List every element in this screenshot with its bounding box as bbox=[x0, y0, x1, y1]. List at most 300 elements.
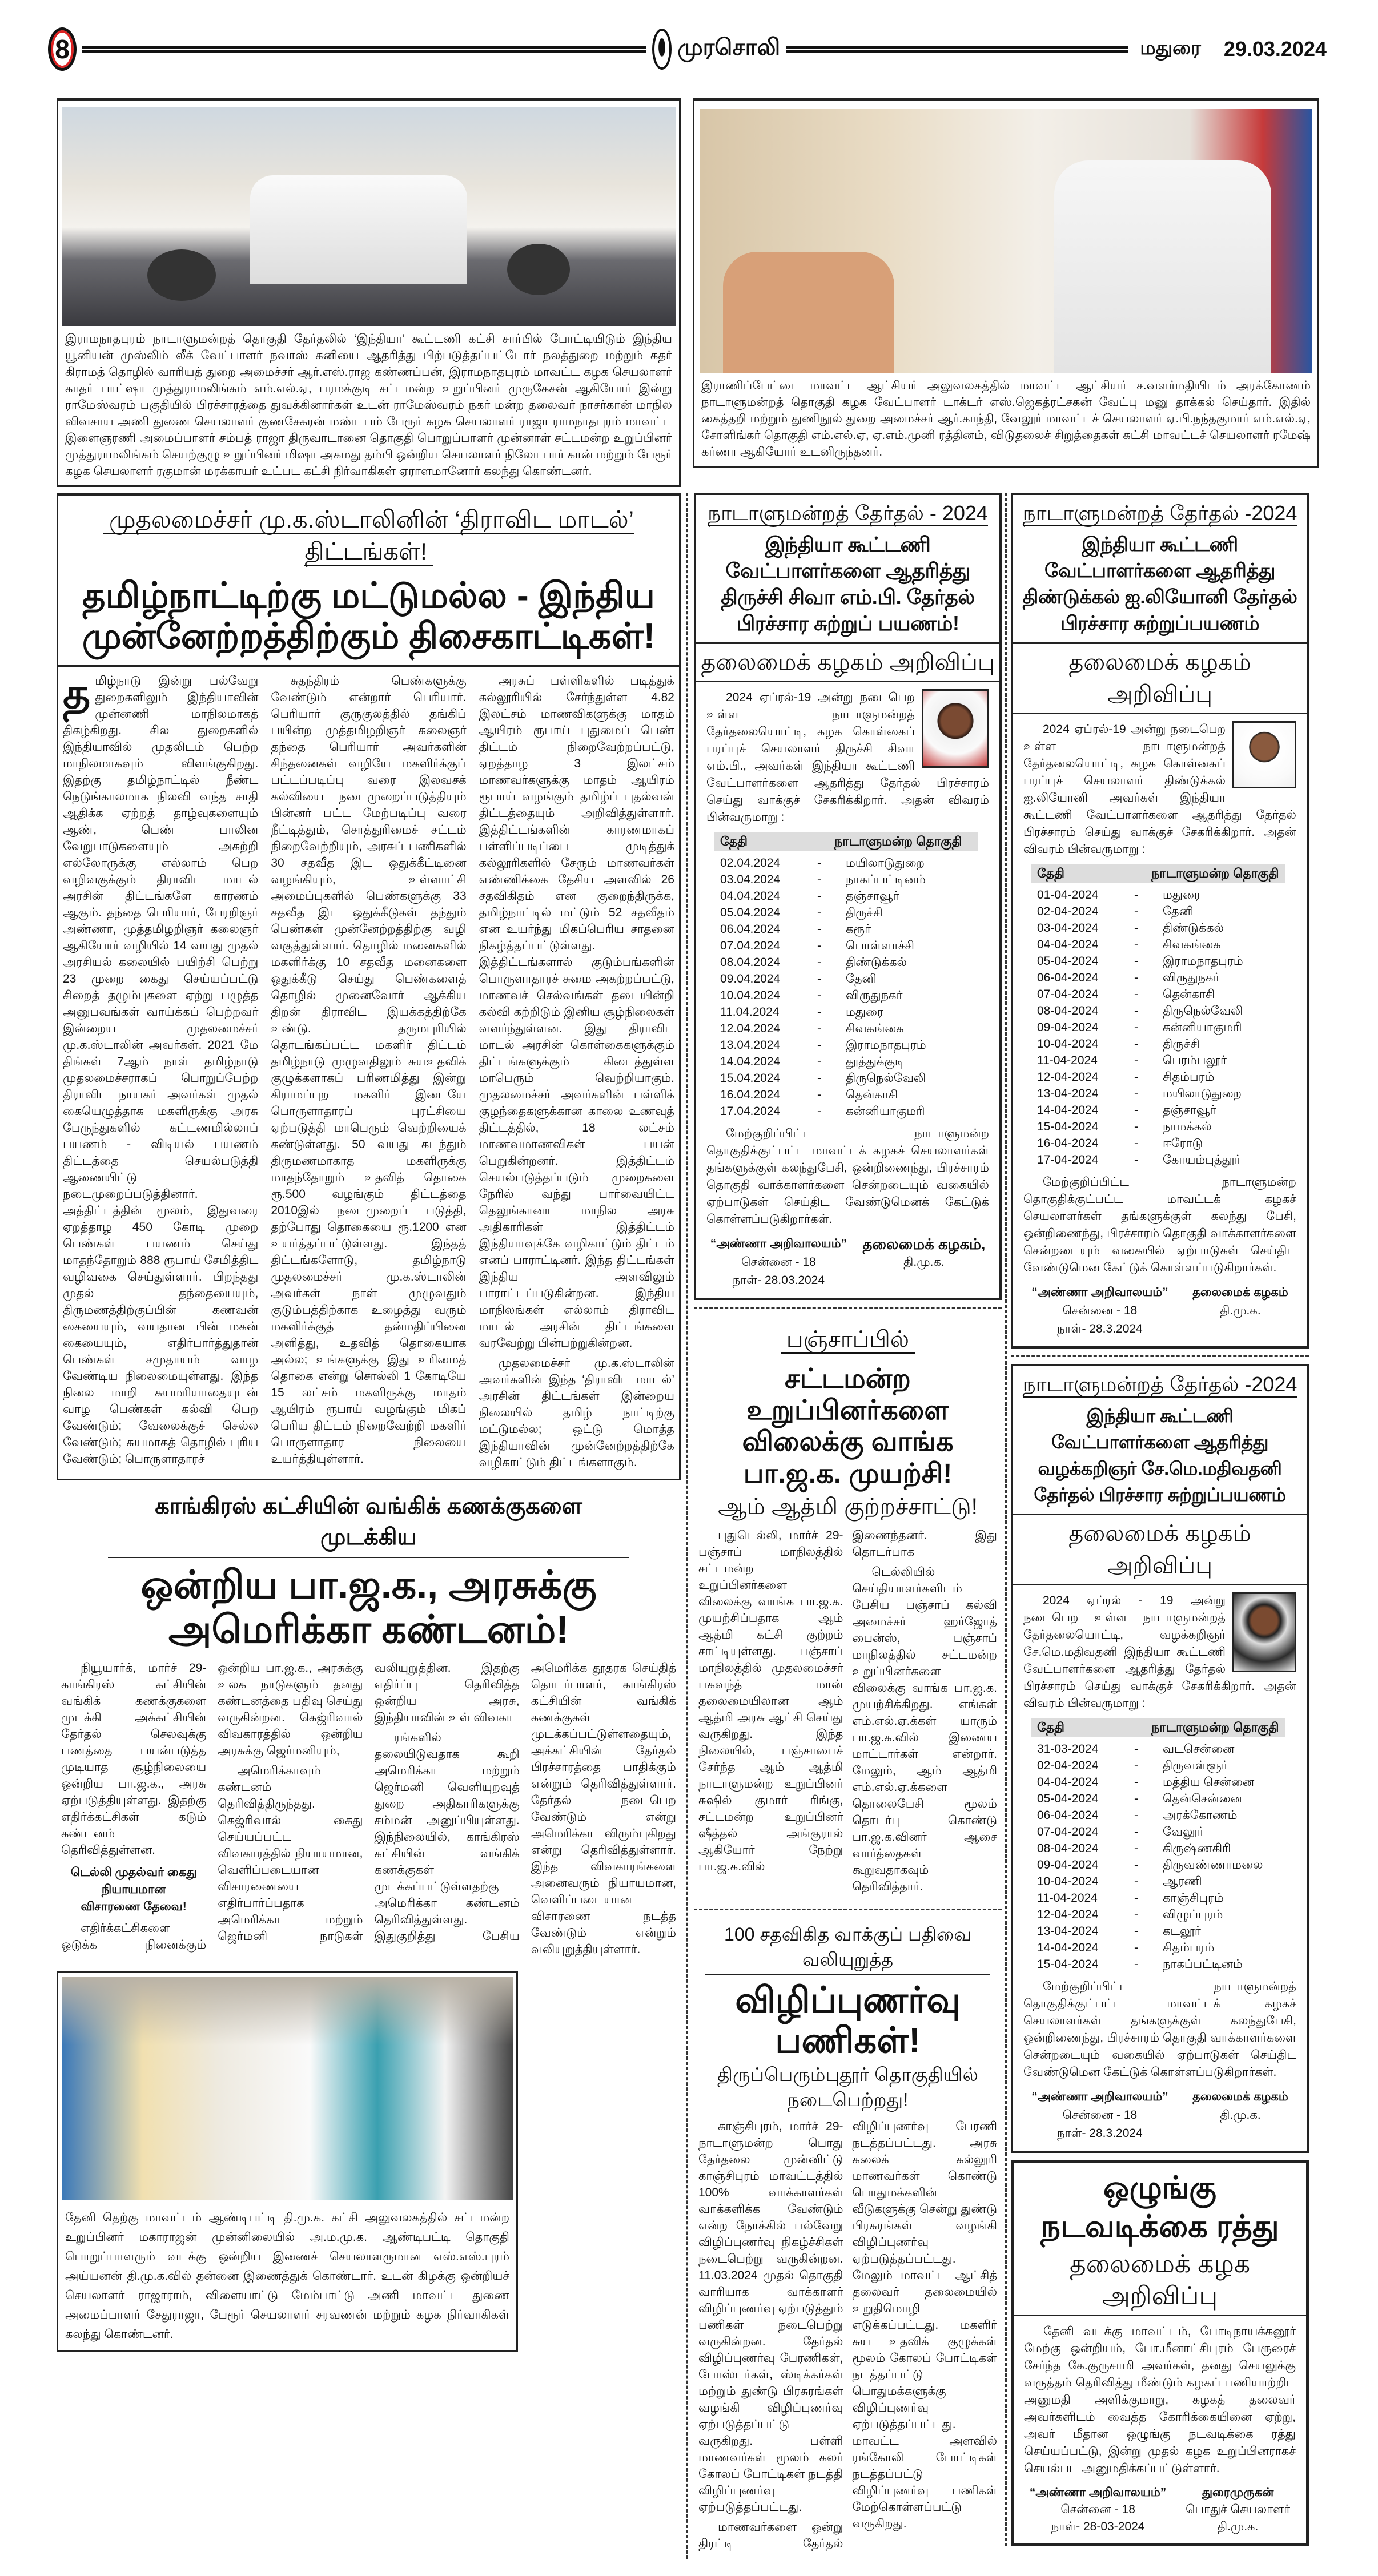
schedule-date: 08.04.2024 bbox=[720, 956, 781, 969]
footer-signatory bbox=[862, 1235, 985, 1271]
schedule-dash: - bbox=[817, 972, 821, 985]
schedule-row bbox=[1023, 1790, 1296, 1807]
announcement-body bbox=[1013, 1585, 1307, 2151]
schedule-constituency: திருவள்ளூர் bbox=[1163, 1759, 1228, 1772]
column-text: புதுடெல்லி, மார்ச் 29- பஞ்சாப் மாநிலத்தில் சட்டமன்ற உறுப்பினர்களை விலைக்கு வாங்க பா.ஜ.க. முயற்சிப்பதாக ஆம் ஆத்மி கட்சி குற்றம் சாட்டியுள்ளது. பஞ்சாப் மாநிலத்தில் முதலமைச்சர் பகவந்த் மான் தலைமையிலான ஆம் ஆத்மி அரசு ஆட்சி செய்து வருகிறது. இந்த நிலையில், பஞ்சாபைச் சேர்ந்த ஆம் ஆத்மி நாடாளுமன்ற உறுப்பினர் சுஷில் குமார் ரிங்கு, சட்டமன்ற உறுப்பினர் ஷீத்தல் அங்குரால் ஆகியோர் நேற்று பா.ஜ.க.வில் இணைந்தனர். இது தொடர்பாக bbox=[698, 1528, 997, 1873]
schedule-date: 15-04-2024 bbox=[1037, 1958, 1099, 1971]
schedule-dash: - bbox=[1134, 971, 1138, 984]
column-text: எதிர்க்கட்சிகளை ஒடுக்க நினைக்கும் ஒன்றிய பா.ஜ.க., அரசுக்கு உலக நாடுகளும் தனது கண்டனத்தை பதிவு செய்து வருகின்றன. கெஜ்ரிவால் விவகாரத்தில் ஒன்றிய அரசுக்கு ஜெர்மனியும், bbox=[61, 1661, 363, 1951]
article-kicker bbox=[108, 1487, 629, 1558]
schedule-constituency: கன்னியாகுமரி bbox=[846, 1105, 925, 1118]
article-columns bbox=[57, 1660, 681, 1965]
schedule-dash: - bbox=[817, 939, 821, 952]
right-column bbox=[1005, 493, 1309, 2546]
article-subhead: ஆம் ஆத்மி குற்றச்சாட்டு! bbox=[718, 1494, 978, 1519]
footer-city: சென்னை - 18 bbox=[1062, 1304, 1138, 1317]
schedule-constituency: விருதுநகர் bbox=[1163, 971, 1220, 984]
schedule-row bbox=[1023, 1923, 1296, 1939]
schedule-constituency: வடசென்னை bbox=[1163, 1742, 1235, 1756]
announcement-closing: மேற்குறிப்பிட்ட நாடாளுமன்ற தொகுதிக்குட்பட்ட மாவட்டக் கழகச் செயலாளர்கள் தங்களுக்குள் கலந்து பேசி, ஒன்றிணைந்து, பிரச்சாரம் தொகுதி வாக்காளர்களை சென்றடையும் வகையில் ஏற்பாடுகள் செய்திட வேண்டுமென கேட்டுக் கொள்ளப்படுகிறார்கள். bbox=[1023, 1176, 1296, 1274]
announcement-discipline-revoked bbox=[1011, 2160, 1309, 2546]
schedule-date: 09-04-2024 bbox=[1037, 1858, 1099, 1871]
date-column-header: தேதி bbox=[720, 834, 748, 848]
schedule-date: 05-04-2024 bbox=[1037, 955, 1099, 968]
schedule-dash: - bbox=[1134, 1875, 1138, 1888]
article-columns bbox=[694, 2112, 1002, 2559]
schedule-constituency: சிவகங்கை bbox=[1163, 938, 1221, 951]
schedule-dash: - bbox=[817, 1088, 821, 1101]
schedule-row bbox=[1023, 1956, 1296, 1973]
schedule-dash: - bbox=[817, 1105, 821, 1118]
issue-date: 29.03.2024 bbox=[1223, 37, 1327, 61]
schedule-date: 11.04.2024 bbox=[720, 1005, 780, 1019]
kicker-text: காங்கிரஸ் கட்சியின் வங்கிக் கணக்குகளை முடக்கிய bbox=[155, 1493, 582, 1549]
schedule-date: 16-04-2024 bbox=[1037, 1137, 1099, 1150]
schedule-row bbox=[1023, 1069, 1296, 1085]
footer-signatory bbox=[1192, 1283, 1288, 1320]
footer-org: தலைமைக் கழகம் bbox=[1192, 1286, 1288, 1299]
announcement-mathivathani bbox=[1011, 1364, 1309, 2153]
schedule-dash: - bbox=[1134, 1742, 1138, 1756]
photo-story-right bbox=[693, 98, 1319, 468]
schedule-dash: - bbox=[1134, 955, 1138, 968]
schedule-row bbox=[706, 855, 989, 871]
schedule-constituency: திருநெல்வேலி bbox=[846, 1072, 926, 1085]
announcement-subhead: தலைமைக் கழக அறிவிப்பு bbox=[1070, 2250, 1250, 2310]
schedule-row bbox=[1023, 969, 1296, 986]
announcement-headline: இந்தியா கூட்டணி வேட்பாளர்களை ஆதரித்து வழக்கறிஞர் சே.மெ.மதிவதனி தேர்தல் பிரச்சார சுற்றுப்பயணம் bbox=[1034, 1406, 1286, 1505]
schedule-dash: - bbox=[1134, 1037, 1138, 1050]
announcement-headline: ஒழுங்கு நடவடிக்கை ரத்து bbox=[1040, 2171, 1279, 2244]
schedule-constituency: கிருஷ்ணகிரி bbox=[1163, 1842, 1231, 1855]
speaker-portrait bbox=[1232, 1592, 1296, 1672]
schedule-row bbox=[1023, 1152, 1296, 1168]
schedule-dash: - bbox=[1134, 1776, 1138, 1789]
footer-signatory bbox=[1186, 2484, 1290, 2535]
schedule-date: 16.04.2024 bbox=[720, 1088, 781, 1101]
masthead-rule-right bbox=[786, 46, 1128, 53]
schedule-table-header bbox=[1031, 864, 1285, 883]
schedule-constituency: தேனி bbox=[846, 972, 877, 985]
schedule-constituency: கடலூர் bbox=[1163, 1925, 1201, 1938]
party-joining-photo bbox=[62, 1977, 513, 2200]
schedule-date: 11-04-2024 bbox=[1037, 1891, 1098, 1905]
schedule-table bbox=[706, 855, 989, 1120]
schedule-constituency: மத்திய சென்னை bbox=[1163, 1776, 1255, 1789]
announcement-intro: 2024 ஏப்ரல்-19 அன்று நடைபெற உள்ள நாடாளுமன்றத் தேர்தலையொட்டி, கழக கொள்கைப் பரப்புச் செயலாளர் திருச்சி சிவா எம்.பி., அவர்கள் இந்தியா கூட்டணி வேட்பாளர்களை ஆதரித்து தேர்தல் பிரச்சாரம் செய்து வாக்குச் சேகரிக்கிறார். அதன் விவரம் பின்வருமாறு : bbox=[706, 691, 989, 824]
schedule-constituency: திருச்சி bbox=[1163, 1037, 1200, 1050]
footer-date: நாள்- 28.3.2024 bbox=[1057, 2127, 1143, 2140]
photo-story-left bbox=[57, 98, 681, 487]
schedule-row bbox=[706, 888, 989, 904]
article-subhead: திருப்பெரும்புதூர் தொகுதியில் நடைபெற்றது! bbox=[717, 2064, 979, 2111]
schedule-date: 01-04-2024 bbox=[1037, 888, 1099, 901]
schedule-date: 08-04-2024 bbox=[1037, 1842, 1099, 1855]
schedule-date: 05-04-2024 bbox=[1037, 1792, 1099, 1805]
schedule-date: 11-04-2024 bbox=[1037, 1054, 1098, 1067]
article-subhead: டெல்லி முதல்வர் கைது நியாயமான விசாரணை தேவை! bbox=[70, 1865, 197, 1913]
schedule-dash: - bbox=[1134, 1153, 1138, 1166]
schedule-constituency: காஞ்சிபுரம் bbox=[1163, 1891, 1224, 1905]
schedule-table-header bbox=[714, 832, 978, 851]
schedule-dash: - bbox=[817, 1055, 821, 1068]
schedule-dash: - bbox=[1134, 1137, 1138, 1150]
schedule-constituency: தஞ்சாவூர் bbox=[846, 889, 899, 903]
article-headline: சட்டமன்ற உறுப்பினர்களை விலைக்கு வாங்க பா.ஜ.க. முயற்சி! bbox=[742, 1364, 954, 1489]
schedule-date: 03-04-2024 bbox=[1037, 921, 1099, 935]
nomination-filing-photo bbox=[700, 109, 1312, 373]
section-divider bbox=[1011, 1355, 1309, 1357]
column-text: நியூயார்க், மார்ச் 29- காங்கிரஸ் கட்சியின் வங்கிக் கணக்குகளை முடக்கி அக்கட்சியின் தேர்தல் செலவுக்கு பணத்தை பயன்படுத்த முடியாத சூழ்நிலையை ஒன்றிய பா.ஜ.க., அரசு ஏற்படுத்தியுள்ளது. இதற்கு எதிர்க்கட்சிகள் கடும் கண்டனம் தெரிவித்துள்ளன. bbox=[61, 1661, 207, 1857]
photo-caption: இராணிப்பேட்டை மாவட்ட ஆட்சியர் அலுவலகத்தில் மாவட்ட ஆட்சியர் ச.வளர்மதியிடம் அரக்கோணம் நாடாளுமன்றத் தொகுதி கழக வேட்பாளர் டாக்டர் எஸ்.ஜெகத்ரட்சகன் வேட்பு மனு தாக்கல் செய்தார். இதில் கைத்தறி மற்றும் துணிநூல் துறை அமைச்சர் ஆர்.காந்தி, வேலூர் மாவட்டச் செயலாளர் ஏ.பி.நந்தகுமார் எம்.எல்.ஏ, சோளிங்கர் தொகுதி எம்.எல்.ஏ, ஏ.எம்.முனி ரத்தினம், விடுதலைச் சிறுத்தைகள் கட்சி மாவட்டச் செயலாளர் ரமேஷ் கர்ணா ஆகியோர் உடனிருந்தனர். bbox=[701, 379, 1311, 458]
schedule-constituency: கரூர் bbox=[846, 923, 871, 936]
footer-date: நாள்- 28-03-2024 bbox=[1051, 2520, 1145, 2533]
schedule-date: 02-04-2024 bbox=[1037, 1759, 1099, 1772]
article-headline: ஒன்றிய பா.ஜ.க., அரசுக்கு அமெரிக்கா கண்டனம்! bbox=[140, 1563, 597, 1651]
schedule-row bbox=[706, 1037, 989, 1053]
footer-place: “அண்ணா அறிவாலயம்” bbox=[1029, 2486, 1167, 2499]
schedule-row bbox=[706, 954, 989, 971]
footer-org: தலைமைக் கழகம் bbox=[1192, 2090, 1288, 2103]
schedule-dash: - bbox=[1134, 1908, 1138, 1921]
schedule-constituency: மயிலாடுதுறை bbox=[1163, 1087, 1242, 1100]
schedule-row bbox=[1023, 1857, 1296, 1873]
announcement-subhead: தலைமைக் கழகம் அறிவிப்பு bbox=[1068, 650, 1251, 707]
article-kicker bbox=[705, 1917, 990, 1975]
column-text: அரசுப் பள்ளிகளில் படித்துக் கல்லூரியில் சேர்ந்துள்ள 4.82 இலட்சம் மாணவிகளுக்கு மாதம் ஆயிரம் ரூபாய் புதுமைப் பெண் திட்டம் நிறைவேற்றப்பட்டு, ஏறத்தாழ 3 இலட்சம் மாணவர்களுக்கு மாதம் ஆயிரம் ரூபாய் வழங்கும் தமிழ்ப் புதல்வன் திட்டத்தையும் அறிவித்துள்ளார். இத்திட்டங்களின் காரணமாகப் பள்ளிப்படிப்பை முடித்துக் கல்லூரிகளில் சேரும் மாணவர்கள் எண்ணிக்கை தேசிய அளவில் 26 சதவிகிதம் என குறைந்திருக்க, தமிழ்நாட்டில் மட்டும் 52 சதவீதம் என உயர்ந்து மிகப்பெரிய சாதனை நிகழ்த்தப்பட்டுள்ளது. இத்திட்டங்களால் குடும்பங்களின் பொருளாதாரச் சுமை அகற்றப்பட்டு, மாணவச் செல்வங்கள் தடையின்றி கல்வி கற்றிடும் இனிய சூழ்நிலைகள் வளர்ந்துள்ளன. இது திராவிட மாடல் அரசின் கொள்கைகளுக்கும் திட்டங்களுக்கும் கிடைத்துள்ள மாபெரும் வெற்றியாகும். முதலமைச்சர் அவர்களின் பள்ளிக் குழந்தைகளுக்கான காலை உணவுத் திட்டத்தில், 18 லட்சம் மாணவமாணவிகள் பயன் பெறுகின்றனர். இத்திட்டம் செயல்படுத்தப்படும் முறைகளை நேரில் வந்து பார்வையிட்ட தெலுங்கானா மாநில அரசு அதிகாரிகள் இத்திட்டம் இந்தியாவுக்கே வழிகாட்டும் திட்டம் எனப் பாராட்டினர். இந்த திட்டங்கள் இந்திய அளவிலும் பாராட்டப்படுகின்றன. இந்திய மாநிலங்கள் எல்லாம் திராவிட மாடல் அரசின் திட்டங்களை வரவேற்று பின்பற்றுகின்றன. bbox=[479, 674, 674, 1350]
section-divider bbox=[694, 1307, 1002, 1309]
kicker-text: முதலமைச்சர் மு.க.ஸ்டாலினின் ‘திராவிட மாடல்’ திட்டங்கள்! bbox=[103, 506, 634, 566]
column-text: ரங்களில் தலையிடுவதாக கூறி அமெரிக்கா மற்றும் ஜெர்மனி வெளியுறவுத் துறை அதிகாரிகளுக்கு சம்மன் அனுப்பியுள்ளது. இந்நிலையில், காங்கிரஸ் கட்சியின் வங்கிக் கணக்குகள் முடக்கப்பட்டுள்ளதற்கு அமெரிக்கா கண்டனம் தெரிவித்துள்ளது. இதுகுறித்து பேசிய அமெரிக்க தூதரக செய்தித் தொடர்பாளர், காங்கிரஸ் கட்சியின் வங்கிக் கணக்குகள் முடக்கப்பட்டுள்ளதையும், அக்கட்சியின் தேர்தல் பிரச்சாரத்தை பாதிக்கும் என்றும் தெரிவித்துள்ளார். தேர்தல் நடைபெற வேண்டும் என்று அமெரிக்கா விரும்புகிறது என்று தெரிவித்துள்ளார். இந்த விவகாரங்களை அனைவரும் நியாயமான, வெளிப்படையான விசாரணை நடத்த வேண்டும் என்றும் வலியுறுத்தியுள்ளார். bbox=[374, 1661, 676, 1956]
signatory-role: பொதுச் செயலாளர் bbox=[1186, 2503, 1291, 2516]
schedule-date: 07-04-2024 bbox=[1037, 988, 1099, 1001]
date-column-header: தேதி bbox=[1037, 1720, 1064, 1734]
schedule-dash: - bbox=[1134, 1054, 1138, 1067]
schedule-constituency: மயிலாடுதுறை bbox=[846, 856, 925, 870]
schedule-table bbox=[1023, 887, 1296, 1168]
schedule-row bbox=[1023, 1052, 1296, 1069]
schedule-row bbox=[1023, 1036, 1296, 1052]
column-text: அமெரிக்காவும் கண்டனம் தெரிவித்திருந்தது. கெஜ்ரிவால் கைது செய்யப்பட்ட விவகாரத்தில் நியாயமான, வெளிப்படையான விசாரணையை எதிர்பார்ப்பதாக அமெரிக்கா மற்றும் ஜெர்மனி நாடுகள் வலியுறுத்தின. இதற்கு எதிர்ப்பு தெரிவித்த ஒன்றிய அரசு, இந்தியாவின் உள் விவகா bbox=[218, 1661, 520, 1943]
section-divider bbox=[694, 1909, 1002, 1910]
schedule-row bbox=[706, 1053, 989, 1070]
announcement-body-wrap bbox=[1014, 2316, 1306, 2543]
kicker-text: நாடாளுமன்றத் தேர்தல் -2024 bbox=[1023, 501, 1297, 526]
schedule-constituency: தேனி bbox=[1163, 905, 1194, 918]
footer-address bbox=[710, 1235, 847, 1290]
announcement-siva bbox=[694, 493, 1002, 1300]
schedule-date: 09-04-2024 bbox=[1037, 1021, 1099, 1034]
schedule-constituency: நாகப்பட்டினம் bbox=[846, 873, 926, 886]
footer-city: சென்னை - 18 bbox=[1060, 2503, 1135, 2516]
schedule-row bbox=[706, 1020, 989, 1037]
schedule-dash: - bbox=[1134, 938, 1138, 951]
kicker-text: நாடாளுமன்றத் தேர்தல் -2024 bbox=[1023, 1372, 1297, 1398]
article-headline: விழிப்புணர்வு பணிகள்! bbox=[735, 1980, 961, 2061]
schedule-dash: - bbox=[1134, 1891, 1138, 1905]
schedule-dash: - bbox=[1134, 888, 1138, 901]
schedule-dash: - bbox=[1134, 1070, 1138, 1084]
schedule-row bbox=[1023, 1807, 1296, 1824]
schedule-date: 06-04-2024 bbox=[1037, 1809, 1099, 1822]
schedule-constituency: திருவண்ணாமலை bbox=[1163, 1858, 1263, 1871]
schedule-dash: - bbox=[1134, 988, 1138, 1001]
footer-place: “அண்ணா அறிவாலயம்” bbox=[710, 1237, 847, 1250]
murasoli-logo-icon bbox=[652, 29, 672, 70]
announcement-subhead: தலைமைக் கழகம் அறிவிப்பு bbox=[1068, 1521, 1251, 1578]
schedule-dash: - bbox=[1134, 1120, 1138, 1133]
schedule-dash: - bbox=[1134, 1925, 1138, 1938]
schedule-constituency: திண்டுக்கல் bbox=[1163, 921, 1224, 935]
schedule-dash: - bbox=[1134, 1021, 1138, 1034]
kicker-text: பஞ்சாப்பில் bbox=[781, 1327, 915, 1354]
schedule-dash: - bbox=[817, 1022, 821, 1035]
schedule-row bbox=[706, 1103, 989, 1120]
schedule-constituency: விருதுநகர் bbox=[846, 989, 903, 1002]
page-number: 8 bbox=[55, 34, 70, 64]
announcement-body: தேனி வடக்கு மாவட்டம், போடிநாயக்கனூர் மேற்கு ஒன்றியம், போ.மீனாட்சிபுரம் பேரூரைச் சேர்ந்த கே.குருசாமி அவர்கள், தனது செயலுக்கு வருத்தம் தெரிவித்து மீண்டும் கழகப் பணியாற்றிட அனுமதி அளிக்குமாறு, கழகத் தலைவர் அவர்களிடம் வைத்த கோரிக்கையினை ஏற்று, அவர் மீதான ஒழுங்கு நடவடிக்கை ரத்து செய்யப்பட்டு, இன்று முதல் கழக உறுப்பினராகச் செயல்பட அனுமதிக்கப்பட்டுள்ளார். bbox=[1024, 2325, 1296, 2475]
schedule-constituency: வேலூர் bbox=[1163, 1825, 1204, 1838]
top-photo-row bbox=[0, 98, 1378, 487]
schedule-constituency: சிதம்பரம் bbox=[1163, 1070, 1215, 1084]
photo-story-bottom bbox=[57, 1971, 518, 2352]
schedule-row bbox=[1023, 920, 1296, 936]
column-text: சுதந்திரம் பெண்களுக்கு வேண்டும் என்றார் பெரியார். பெரியார் குருகுலத்தில் தங்கிப் பயின்ற முத்தமிழறிஞர் கலைஞர் தந்தை பெரியார் அவர்களின் சிந்தனைகள் வழியே மகளிர்க்குப் பட்டப்படிப்பு வரை இலவசக் கல்வியை நடைமுறைப்படுத்தியும் பின்னர் பட்ட மேற்படிப்பு வரை நீட்டித்தும், சொத்துரிமைச் சட்டம் நிறைவேற்றியும், அரசுப் பணிகளில் 30 சதவீத இட ஒதுக்கீட்டினை வழங்கியும், உள்ளாட்சி அமைப்புகளில் பெண்களுக்கு 33 சதவீத இட ஒதுக்கீடுகள் தந்தும் பெண்கள் முன்னேற்றத்திற்கு வழி வகுத்துள்ளார். தொழில் மனைகளில் மகளிர்க்கு 10 சதவீத மனைகளை ஒதுக்கீடு செய்து பெண்களைத் தொழில் முனைவோர் ஆக்கிய திறன் திராவிட இயக்கத்திற்கே உண்டு. தருமபுரியில் தொடங்கப்பட்ட மகளிர் திட்டம் தமிழ்நாடு முழுவதிலும் சுயஉதவிக் குழுக்களாகப் பரிணமித்து இன்று கிராமப்புற மகளிர் இடையே பொருளாதாரப் புரட்சியை ஏற்படுத்தி மாபெரும் வெற்றியைக் கண்டுள்ளது. 50 வயது கடந்தும் திருமணமாகாத மகளிருக்கு மாதந்தோறும் உதவித் தொகை ரூ.500 வழங்கும் திட்டத்தை 2010இல் நடைமுறைப் படுத்தி, தற்போது தொகையை ரூ.1200 என உயர்த்தப்பட்டுள்ளது. இந்தத் திட்டங்களோடு, தமிழ்நாடு முதலமைச்சர் மு.க.ஸ்டாலின் அவர்கள் நாள் முழுவதும் குடும்பத்திற்காக உழைத்து வரும் மகளிர்க்குத் தன்மதிப்பினை அளித்து, உதவித் தொகையாக அல்ல; உங்களுக்கு இது உரிமைத் தொகை என்று சொல்லி 1 கோடியே 15 லட்சம் மகளிருக்கு மாதம் ஆயிரம் ரூபாய் வழங்கும் மிகப் பெரிய திட்டம் நிறைவேற்றி மகளிர் பொருளாதார நிலையை உயர்த்தியுள்ளார். bbox=[271, 674, 467, 1466]
schedule-date: 02.04.2024 bbox=[720, 856, 781, 870]
announcement-headline: இந்தியா கூட்டணி வேட்பாளர்களை ஆதரித்து திருச்சி சிவா எம்.பி. தேர்தல் பிரச்சார சுற்றுப் பயணம்! bbox=[721, 533, 975, 635]
photo-caption: தேனி தெற்கு மாவட்டம் ஆண்டிபட்டி தி.மு.க. கட்சி அலுவலகத்தில் சட்டமன்ற உறுப்பினர் மகாராஜன் முன்னிலையில் அ.ம.மு.க. ஆண்டிபட்டி தொகுதி பொறுப்பாளரும் வடக்கு ஒன்றிய இணைச் செயலாளருமான எஸ்.எஸ்.புரம் அய்யனன் தி.மு.க.வில் தன்னை இணைத்துக் கொண்டார். உடன் கிழக்கு ஒன்றியச் செயலாளர் ராஜாராம், விளையாட்டு மேம்பாட்டு அணி மாவட்ட துணை அமைப்பாளர் சேதுராஜா, பேரூர் செயலாளர் சரவணன் மற்றும் கழக நிர்வாகிகள் கலந்து கொண்டனர். bbox=[65, 2211, 509, 2341]
schedule-dash: - bbox=[1134, 1941, 1138, 1954]
constituency-column-header: நாடாளுமன்ற தொகுதி bbox=[1151, 1720, 1279, 1734]
edition-name: மதுரை bbox=[1140, 37, 1201, 59]
schedule-date: 15-04-2024 bbox=[1037, 1120, 1099, 1133]
footer-city: சென்னை - 18 bbox=[741, 1255, 816, 1269]
column-text: முதலமைச்சர் மு.க.ஸ்டாலின் அவர்களின் இந்த ‘திராவிட மாடல்’ அரசின் திட்டங்கள் இன்றைய நிலையில் தமிழ் நாட்டிற்கு மட்டுமல்ல; ஒட்டு மொத்த இந்தியாவின் முன்னேற்றத்திற்கே வழிகாட்டும் திட்டங்களாகும். bbox=[479, 1356, 674, 1469]
schedule-dash: - bbox=[817, 956, 821, 969]
schedule-dash: - bbox=[1134, 1858, 1138, 1871]
footer-party: தி.மு.க. bbox=[903, 1255, 945, 1269]
schedule-dash: - bbox=[817, 1039, 821, 1052]
schedule-date: 02-04-2024 bbox=[1037, 905, 1099, 918]
voter-awareness-article bbox=[694, 1917, 1002, 2559]
schedule-row bbox=[1023, 1840, 1296, 1857]
schedule-date: 04-04-2024 bbox=[1037, 938, 1099, 951]
schedule-row bbox=[1023, 887, 1296, 903]
schedule-dash: - bbox=[817, 989, 821, 1002]
footer-signatory bbox=[1192, 2088, 1288, 2124]
masthead-rule-left bbox=[82, 46, 646, 53]
announcement-kicker bbox=[1013, 495, 1307, 527]
schedule-date: 12.04.2024 bbox=[720, 1022, 781, 1035]
schedule-constituency: கன்னியாகுமரி bbox=[1163, 1021, 1242, 1034]
schedule-row bbox=[1023, 1873, 1296, 1890]
schedule-constituency: திருநெல்வேலி bbox=[1163, 1004, 1243, 1017]
schedule-date: 10-04-2024 bbox=[1037, 1875, 1099, 1888]
schedule-dash: - bbox=[817, 1072, 821, 1085]
schedule-constituency: பெரம்பலூர் bbox=[1163, 1054, 1227, 1067]
speaker-portrait bbox=[1232, 721, 1296, 788]
schedule-constituency: மதுரை bbox=[846, 1005, 883, 1019]
schedule-dash: - bbox=[1134, 1004, 1138, 1017]
footer-party: தி.மு.க. bbox=[1220, 2108, 1261, 2122]
schedule-date: 07.04.2024 bbox=[720, 939, 781, 952]
lead-article bbox=[57, 493, 681, 1480]
speaker-portrait bbox=[922, 689, 989, 768]
footer-org: தலைமைக் கழகம், bbox=[862, 1235, 986, 1253]
schedule-date: 31-03-2024 bbox=[1037, 1742, 1099, 1756]
footer-date: நாள்- 28.3.2024 bbox=[1057, 1322, 1143, 1335]
schedule-row bbox=[1023, 986, 1296, 1003]
schedule-constituency: கோயம்புத்தூர் bbox=[1163, 1153, 1241, 1166]
schedule-date: 14.04.2024 bbox=[720, 1055, 781, 1068]
schedule-row bbox=[1023, 1102, 1296, 1118]
punjab-article bbox=[694, 1315, 1002, 1902]
schedule-row bbox=[1023, 1890, 1296, 1906]
announcement-intro: 2024 ஏப்ரல் - 19 அன்று நடைபெற உள்ள நாடாளுமன்றத் தேர்தலையொட்டி, வழக்கறிஞர் சே.மெ.மதிவதனி இந்தியா கூட்டணி வேட்பாளர்களை ஆதரித்து தேர்தல் பிரச்சாரம் செய்து வாக்குச் சேகரிக்கிறார். அதன் விவரம் பின்வருமாறு : bbox=[1023, 1594, 1296, 1710]
schedule-row bbox=[706, 1004, 989, 1020]
announcement-closing: மேற்குறிப்பிட்ட நாடாளுமன்ற தொகுதிக்குட்பட்ட மாவட்டக் கழகச் செயலாளர்கள் தங்களுக்குள் கலந்துபேசி, ஒன்றிணைந்து, பிரச்சாரம் தொகுதி வாக்காளர்களை சென்றடையும் வகையில் ஏற்பாடுகள் செய்திட வேண்டுமெனக் கேட்டுக் கொள்ளப்படுகிறார்கள். bbox=[706, 1127, 989, 1226]
schedule-constituency: திருச்சி bbox=[846, 906, 883, 919]
schedule-constituency: மதுரை bbox=[1163, 888, 1200, 901]
column-text: மாணவர்களை ஒன்று திரட்டி தேர்தல் விழிப்புணர்வு பேரணி நடத்தப்பட்டது. அரசு கலைக் கல்லூரி மாணவர்கள் கொண்டு பொதுமக்களின் வீடுகளுக்கு சென்று துண்டு பிரசுரங்கள் வழங்கி விழிப்புணர்வு ஏற்படுத்தப்பட்டது. மேலும் மாவட்ட ஆட்சித் தலைவர் தலைமையில் உறுதிமொழி எடுக்கப்பட்டது. மகளிர் சுய உதவிக் குழுக்கள் மூலம் கோலப் போட்டிகள் நடத்தப்பட்டு பொதுமக்களுக்கு விழிப்புணர்வு ஏற்படுத்தப்பட்டது. மாவட்ட அளவில் ரங்கோலி போட்டிகள் நடத்தப்பட்டு விழிப்புணர்வு பணிகள் மேற்கொள்ளப்பட்டு வருகிறது. bbox=[698, 2120, 997, 2551]
page-bottom-margin bbox=[0, 2559, 1378, 2576]
footer-date: நாள்- 28.03.2024 bbox=[732, 1274, 825, 1287]
main-row bbox=[0, 493, 1378, 2559]
announcement-leoni bbox=[1011, 493, 1309, 1349]
schedule-date: 17.04.2024 bbox=[720, 1105, 781, 1118]
announcement-body bbox=[1013, 714, 1307, 1346]
schedule-date: 17-04-2024 bbox=[1037, 1153, 1099, 1166]
schedule-table bbox=[1023, 1741, 1296, 1973]
constituency-column-header: நாடாளுமன்ற தொகுதி bbox=[834, 834, 962, 848]
schedule-row bbox=[1023, 1757, 1296, 1774]
announcement-footer bbox=[1023, 1283, 1296, 1338]
announcement-footer bbox=[1023, 2088, 1296, 2143]
schedule-row bbox=[1023, 903, 1296, 920]
article-kicker bbox=[58, 496, 679, 571]
schedule-dash: - bbox=[1134, 1759, 1138, 1772]
schedule-constituency: இராமநாதபுரம் bbox=[1163, 955, 1243, 968]
schedule-dash: - bbox=[1134, 1792, 1138, 1805]
schedule-date: 05.04.2024 bbox=[720, 906, 781, 919]
footer-party: தி.மு.க. bbox=[1220, 1304, 1261, 1317]
schedule-date: 13-04-2024 bbox=[1037, 1925, 1099, 1938]
schedule-row bbox=[1023, 1003, 1296, 1019]
constituency-column-header: நாடாளுமன்ற தொகுதி bbox=[1151, 866, 1279, 880]
schedule-date: 08-04-2024 bbox=[1037, 1004, 1099, 1017]
footer-place: “அண்ணா அறிவாலயம்” bbox=[1031, 1286, 1168, 1299]
schedule-row bbox=[1023, 953, 1296, 969]
announcement-body bbox=[696, 682, 999, 1298]
paper-name: முரசொலி bbox=[677, 35, 781, 60]
article-columns bbox=[694, 1522, 1002, 1902]
schedule-constituency: தென்காசி bbox=[1163, 988, 1215, 1001]
schedule-date: 15.04.2024 bbox=[720, 1072, 781, 1085]
column-text bbox=[63, 669, 259, 1467]
schedule-constituency: தஞ்சாவூர் bbox=[1163, 1104, 1216, 1117]
announcement-kicker bbox=[696, 495, 999, 527]
photo-caption: இராமநாதபுரம் நாடாளுமன்றத் தொகுதி தேர்தலில் ‘இந்தியா’ கூட்டணி கட்சி சார்பில் போட்டியிடும் இந்திய யூனியன் முஸ்லிம் லீக் வேட்பாளர் நவாஸ் கனியை ஆதரித்து பிற்படுத்தப்பட்டோர் நலத்துறை மற்றும் கதர் கிராமத் தொழில் வாரியத் துறை அமைச்சர் ஆர்.எஸ்.ராஜ கண்ணப்பன், இராமநாதபுரம் மாவட்ட கழக செயலாளர் காதர் பாட்ஷா முத்துராமலிங்கம் எம்.எல்.ஏ, பரமக்குடி சட்டமன்ற உறுப்பினர் முருகேசன் ஆகியோர் இன்று ராமேஸ்வரம் பகுதியில் பிரச்சாரத்தை துவக்கினார்கள் உடன் ராமேஸ்வரம் நகர் மன்ற தலைவர் நாசர்கான் மாநில விவசாய அணி துணை செயலாளர் குணசேகரன் மண்டபம் பேரூர் கழக செயலாளர் ராஜா ராமநாதபுரம் மாவட்ட இளைஞரணி அமைப்பாளர் சம்பத் ராஜா திருவாடானை தொகுதி பொறுப்பாளர் முன்னாள் சட்டமன்ற உறுப்பினர் முத்துராமலிங்கம் செயற்குழு உறுப்பினர் மிஷா அகமது தம்பி ஒன்றிய செயலாளர் நிலோ பார் கான் மற்றும் பேரூர் கழக செயலாளர் ரகுமான் மரக்காயர் உட்பட கட்சி நிர்வாகிகள் ஏராளமானோர் கலந்து கொண்டனர். bbox=[65, 332, 673, 478]
schedule-dash: - bbox=[817, 906, 821, 919]
schedule-constituency: தென்காசி bbox=[846, 1088, 898, 1101]
footer-address bbox=[1031, 1283, 1168, 1338]
announcement-footer bbox=[1024, 2484, 1296, 2535]
schedule-date: 03.04.2024 bbox=[720, 873, 781, 886]
schedule-dash: - bbox=[1134, 1087, 1138, 1100]
kicker-text: 100 சதவிகித வாக்குப் பதிவை வலியுறுத்த bbox=[724, 1923, 971, 1970]
footer-party: தி.மு.க. bbox=[1217, 2520, 1259, 2533]
schedule-dash: - bbox=[1134, 905, 1138, 918]
schedule-date: 10.04.2024 bbox=[720, 989, 781, 1002]
left-column bbox=[57, 493, 681, 2352]
schedule-row bbox=[706, 987, 989, 1004]
announcement-footer bbox=[706, 1235, 989, 1290]
schedule-date: 09.04.2024 bbox=[720, 972, 781, 985]
column-text-body: மிழ்நாடு இன்று பல்வேறு துறைகளிலும் இந்தியாவின் முன்னணி மாநிலமாகத் திகழ்கிறது. சில துறைகளில் இந்தியாவில் முதலிடம் பெற்ற மாநிலமாகவும் விளங்குகிறது. இதற்கு தமிழ்நாட்டில் நீண்ட நெடுங்காலமாக நிலவி வந்த சாதி ஆதிக்க ஏற்றத் தாழ்வுகளையும் ஆண், பெண் பாலின வேறுபாடுகளையும் அகற்றி எல்லோருக்கு எல்லாம் பெற வழிவகுக்கும் திராவிட மாடல் அரசின் திட்டங்களே காரணம் ஆகும். தந்தை பெரியார், பேரறிஞர் அண்ணா, முத்தமிழறிஞர் கலைஞர் ஆகியோர் வழியில் 14 வயது முதல் அரசியல் கலையில் பயிற்சி பெற்று 23 முறை கைது செய்யப்பட்டு சிறைத் தழும்புகளை ஏற்று பழுத்த அனுபவங்கள் வாய்க்கப் பெற்றவர் இன்றைய முதலமைச்சர் மு.க.ஸ்டாலின் அவர்கள். 2021 மே திங்கள் 7ஆம் நாள் தமிழ்நாடு முதலமைச்சராகப் பொறுப்பேற்ற திராவிட நாயகர் அவர்கள் முதல் கையெழுத்தாக மகளிருக்கு அரசு பேருந்துகளில் கட்டணமில்லாப் பயணம் - விடியல் பயணம் திட்டத்தை செயல்படுத்தி ஆணையிட்டு நடைமுறைப்படுத்தினார். அத்திட்டத்தின் மூலம், இதுவரை ஏறத்தாழ 450 கோடி முறை பெண்கள் பயணம் செய்து மாதந்தோறும் 888 ரூபாய் சேமித்திட வழிவகை செய்துள்ளார். பிறந்தது முதல் தந்தையையும், திருமணத்திற்குப்பின் கணவன் கையையும், வயதான பின் மகன் கையையும், எதிர்பார்த்துதான் பெண்கள் சமுதாயம் வாழ வேண்டிய நிலைமையுள்ளது. இந்த நிலை மாறி சுயமரியாதையுடன் வாழ பெண்கள் கல்வி பெற வேண்டும்; வேலைக்குச் செல்ல வேண்டும்; சுயமாகத் தொழில் புரிய வேண்டும்; பொருளாதாரச் bbox=[63, 674, 259, 1466]
schedule-row bbox=[706, 871, 989, 888]
article-headline: தமிழ்நாட்டிற்கு மட்டுமல்ல - இந்திய முன்னேற்றத்திற்கும் திசைகாட்டிகள்! bbox=[58, 571, 679, 667]
schedule-dash: - bbox=[1134, 921, 1138, 935]
schedule-dash: - bbox=[1134, 1958, 1138, 1971]
schedule-date: 06.04.2024 bbox=[720, 923, 781, 936]
schedule-constituency: நாகப்பட்டினம் bbox=[1163, 1958, 1243, 1971]
schedule-dash: - bbox=[1134, 1842, 1138, 1855]
schedule-date: 13.04.2024 bbox=[720, 1039, 781, 1052]
schedule-dash: - bbox=[817, 1005, 821, 1019]
schedule-date: 10-04-2024 bbox=[1037, 1037, 1099, 1050]
schedule-row bbox=[1023, 1019, 1296, 1036]
schedule-row bbox=[706, 904, 989, 921]
schedule-row bbox=[706, 921, 989, 937]
announcement-subhead: தலைமைக் கழகம் அறிவிப்பு bbox=[701, 650, 995, 675]
schedule-row bbox=[1023, 1824, 1296, 1840]
announcement-headline: இந்தியா கூட்டணி வேட்பாளர்களை ஆதரித்து திண்டுக்கல் ஐ.லியோனி தேர்தல் பிரச்சார சுற்றுப்பயணம் bbox=[1022, 534, 1297, 634]
schedule-row bbox=[1023, 1085, 1296, 1102]
schedule-constituency: நாமக்கல் bbox=[1163, 1120, 1212, 1133]
middle-column bbox=[686, 493, 1002, 2559]
schedule-constituency: தென்சென்னை bbox=[1163, 1792, 1242, 1805]
schedule-date: 06-04-2024 bbox=[1037, 971, 1099, 984]
schedule-row bbox=[706, 937, 989, 954]
schedule-dash: - bbox=[1134, 1825, 1138, 1838]
schedule-date: 12-04-2024 bbox=[1037, 1070, 1099, 1084]
article-columns bbox=[58, 667, 679, 1479]
schedule-constituency: ஆரணி bbox=[1163, 1875, 1202, 1888]
schedule-dash: - bbox=[817, 856, 821, 870]
drop-cap: த bbox=[63, 669, 91, 717]
schedule-constituency: ஈரோடு bbox=[1163, 1137, 1203, 1150]
schedule-constituency: பொள்ளாச்சி bbox=[846, 939, 914, 952]
date-column-header: தேதி bbox=[1037, 866, 1064, 880]
schedule-row bbox=[706, 971, 989, 987]
schedule-date: 14-04-2024 bbox=[1037, 1104, 1099, 1117]
page-number-badge bbox=[48, 27, 77, 71]
schedule-date: 13-04-2024 bbox=[1037, 1087, 1099, 1100]
announcement-closing: மேற்குறிப்பிட்ட நாடாளுமன்றத் தொகுதிக்குட்பட்ட மாவட்டக் கழகச் செயலாளர்கள் தங்களுக்குள் கலந்துபேசி, ஒன்றிணைந்து, பிரச்சாரம் தொகுதி வாக்காளர்களை சென்றடையும் வகையில் ஏற்பாடுகள் செய்திட வேண்டுமென கேட்டுக் கொள்ளப்படுகிறார்கள். bbox=[1023, 1980, 1296, 2079]
schedule-constituency: தூத்துக்குடி bbox=[846, 1055, 905, 1068]
column-text: காஞ்சிபுரம், மார்ச் 29- நாடாளுமன்ற பொது தேர்தலை முன்னிட்டு காஞ்சிபுரம் மாவட்டத்தில் 100% வாக்காளர்கள் வாக்களிக்க வேண்டும் என்ற நோக்கில் பல்வேறு விழிப்புணர்வு நிகழ்ச்சிகள் நடைபெற்று வருகின்றன. 11.03.2024 முதல் தொகுதி வாரியாக வாக்காளர் விழிப்புணர்வு ஏற்படுத்தும் பணிகள் நடைபெற்று வருகின்றன. தேர்தல் விழிப்புணர்வு பேரணிகள், போஸ்டர்கள், ஸ்டிக்கர்கள் மற்றும் துண்டு பிரசுரங்கள் வழங்கி விழிப்புணர்வு ஏற்படுத்தப்பட்டு வருகிறது. பள்ளி மாணவர்கள் மூலம் கலர் கோலப் போட்டிகள் நடத்தி விழிப்புணர்வு ஏற்படுத்தப்பட்டது. bbox=[698, 2120, 843, 2514]
schedule-row bbox=[1023, 936, 1296, 953]
schedule-row bbox=[1023, 1939, 1296, 1956]
schedule-date: 04-04-2024 bbox=[1037, 1776, 1099, 1789]
schedule-constituency: திண்டுக்கல் bbox=[846, 956, 907, 969]
schedule-constituency: இராமநாதபுரம் bbox=[846, 1039, 926, 1052]
schedule-row bbox=[1023, 1118, 1296, 1135]
schedule-date: 14-04-2024 bbox=[1037, 1941, 1099, 1954]
footer-address bbox=[1030, 2484, 1166, 2535]
schedule-date: 07-04-2024 bbox=[1037, 1825, 1099, 1838]
schedule-row bbox=[706, 1086, 989, 1103]
